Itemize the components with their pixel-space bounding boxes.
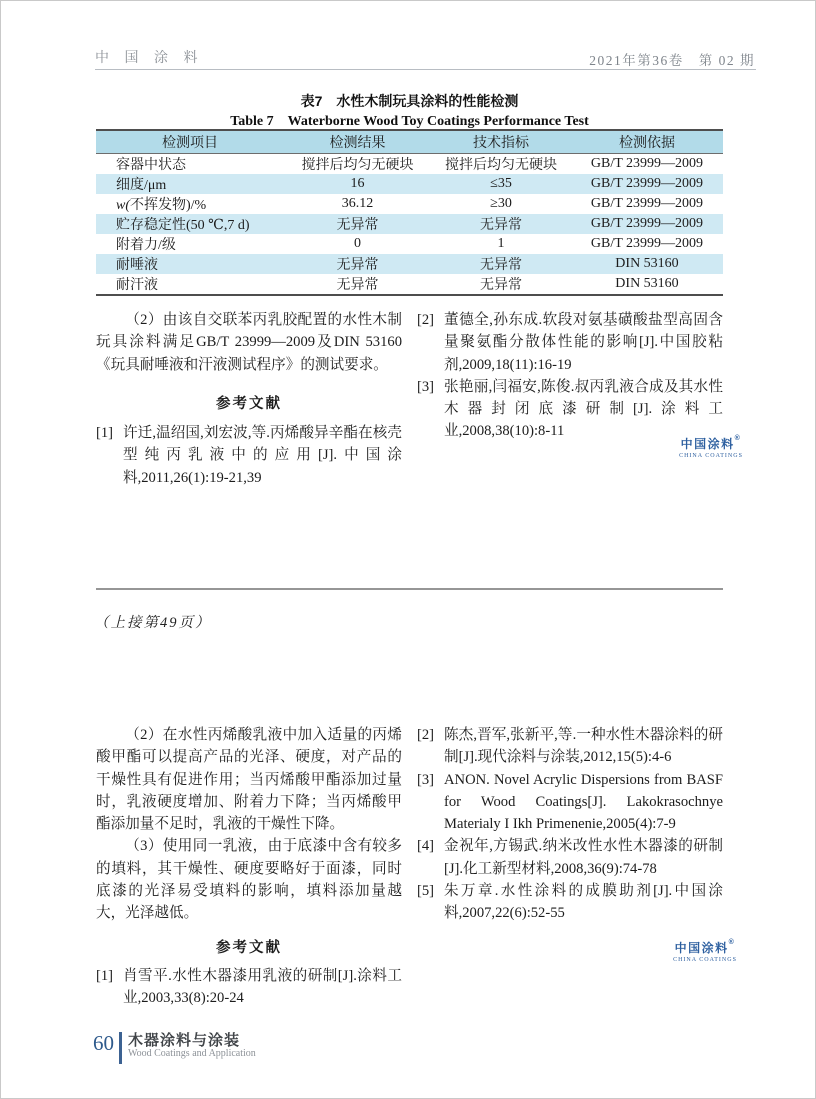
table-cell: 细度/μm — [116, 178, 167, 193]
table-header-cell: 技术指标 — [473, 136, 529, 151]
section2-right-column — [417, 724, 723, 925]
table-title-zh: 表7 水性木制玩具涂料的性能检测 — [300, 93, 519, 109]
references-heading: 参考文献 — [216, 395, 282, 412]
table-cell: 搅拌后均匀无硬块 — [445, 158, 557, 173]
table-row — [96, 254, 723, 274]
reference-item — [417, 376, 723, 443]
table-cell: GB/T 23999—2009 — [590, 196, 704, 211]
reference-label: [4] — [417, 838, 435, 855]
table-cell: 贮存稳定性(50 ℃,7 d) — [116, 218, 250, 233]
reference-text: 许迁,温绍国,刘宏波,等.丙烯酸异辛酯在核壳型纯丙乳液中的应用[J].中国涂料,2011,26(1):19-21,39 — [123, 425, 402, 486]
reference-item — [96, 422, 402, 489]
table-cell: GB/T 23999—2009 — [590, 216, 704, 231]
table-body — [96, 154, 723, 294]
table-cell: 无异常 — [480, 258, 522, 273]
logo-text-en: CHINA COATINGS — [673, 957, 737, 963]
china-coatings-logo — [673, 435, 749, 459]
registered-mark-icon: ® — [734, 435, 742, 442]
table-row — [96, 234, 723, 254]
body-paragraph: （2）在水性丙烯酸乳液中加入适量的丙烯酸甲酯可以提高产品的光泽、硬度，对产品的干燥性具有促进作用；当丙烯酸甲酯添加过量时，乳液硬度增加、附着力下降；当丙烯酸甲酯添加量不足时，乳液的干燥性下降。 — [96, 727, 402, 833]
reference-label: [3] — [417, 378, 435, 395]
table-row — [96, 274, 723, 294]
reference-item — [417, 769, 723, 836]
table-cell: 1 — [497, 236, 505, 251]
reference-label: [2] — [417, 312, 435, 328]
section1-left-column — [96, 309, 402, 489]
table-cell: 耐汗液 — [116, 278, 158, 293]
table-cell: 无异常 — [336, 218, 379, 233]
table-row — [96, 154, 723, 174]
logo-text-en: CHINA COATINGS — [679, 453, 743, 459]
table-row — [96, 174, 723, 194]
table-cell: 附着力/级 — [116, 238, 176, 253]
table-header-cell: 检测项目 — [162, 136, 218, 151]
reference-item — [417, 835, 723, 880]
body-paragraph: （3）使用同一乳液，由于底漆中含有较多的填料，其干燥性、硬度要略好于面漆，同时底漆的光泽易受填料的影响，填料添加量越大，光泽越低。 — [96, 838, 402, 922]
table-cell: 无异常 — [480, 278, 522, 293]
table-cell: 耐唾液 — [116, 258, 158, 273]
table-cell: GB/T 23999—2009 — [590, 236, 704, 251]
reference-text: 董德全,孙东成.软段对氨基磺酸盐型高固含量聚氨酯分散体性能的影响[J].中国胶粘剂,2009,18(11):16-19 — [444, 312, 723, 373]
table-cell: 无异常 — [336, 278, 379, 293]
table-cell: 16 — [350, 176, 365, 191]
body-paragraph: （2）由该自交联苯丙乳胶配置的水性木制玩具涂料满足GB/T 23999—2009及DIN 53160《玩具耐唾液和汗液测试程序》的测试要求。 — [96, 312, 402, 373]
reference-item — [96, 965, 402, 1010]
reference-text: 张艳丽,闫福安,陈俊.叔丙乳液合成及其水性木器封闭底漆研制[J].涂料工业,2008,38(10):8-11 — [444, 378, 723, 440]
table-cell: GB/T 23999—2009 — [590, 156, 704, 171]
footer-divider-bar — [119, 1032, 122, 1064]
logo-text-zh: 中国涂料 — [680, 437, 735, 451]
table-cell: 36.12 — [341, 196, 374, 211]
performance-table — [96, 129, 723, 296]
section1-right-column — [417, 309, 723, 443]
table-row — [96, 194, 723, 214]
reference-label: [3] — [417, 771, 435, 788]
references-heading: 参考文献 — [216, 939, 282, 956]
running-head-rule — [95, 69, 756, 70]
running-head-journal: 中 国 涂 料 — [95, 51, 204, 66]
article-divider-rule — [96, 588, 723, 590]
table-row — [96, 214, 723, 234]
table-header-row — [96, 131, 723, 154]
table-cell: 无异常 — [336, 258, 379, 273]
running-head-issue: 2021年第36卷 第 02 期 — [589, 53, 755, 68]
table-cell: 容器中状态 — [116, 158, 186, 173]
table-header-cell: 检测依据 — [619, 136, 675, 151]
table-cell: 0 — [354, 236, 361, 251]
footer-section-title-en: Wood Coatings and Application — [128, 1048, 256, 1059]
continuation-note: （上接第49页） — [94, 615, 212, 631]
reference-label: [2] — [417, 727, 435, 743]
table-cell: ≤35 — [490, 176, 512, 191]
reference-item — [417, 724, 723, 769]
logo-text-zh: 中国涂料 — [674, 941, 729, 955]
reference-text: 金祝年,方锡武.纳米改性水性木器漆的研制[J].化工新型材料,2008,36(9):74-78 — [444, 838, 723, 877]
table-header-cell: 检测结果 — [329, 136, 386, 151]
section2-left-column — [96, 724, 402, 1010]
registered-mark-icon: ® — [728, 939, 736, 946]
reference-item — [417, 880, 723, 925]
reference-text: 肖雪平.水性木器漆用乳液的研制[J].涂料工业,2003,33(8):20-24 — [123, 967, 402, 1007]
reference-text: ANON. Novel Acrylic Dispersions from BASF for Wood Coatings[J]. Lakokrasochnye Materialy I Ikh Primenenie,2005(4):7-9 — [444, 771, 723, 833]
china-coatings-logo — [667, 939, 743, 963]
table-cell: ≥30 — [490, 196, 512, 211]
reference-label: [1] — [96, 425, 114, 442]
reference-text: 朱万章.水性涂料的成膜助剂[J].中国涂料,2007,22(6):52-55 — [444, 883, 723, 922]
reference-text: 陈杰,晋军,张新平,等.一种水性木器涂料的研制[J].现代涂料与涂装,2012,15(5):4-6 — [444, 727, 723, 766]
footer-section-title-zh: 木器涂料与涂装 — [128, 1032, 241, 1049]
table-cell: w(不挥发物)/% — [116, 198, 207, 213]
table-cell: DIN 53160 — [615, 276, 679, 291]
table-cell: 搅拌后均匀无硬块 — [301, 158, 414, 173]
page-number: 60 — [93, 1031, 114, 1055]
table-cell: DIN 53160 — [615, 256, 679, 271]
reference-item — [417, 309, 723, 376]
reference-label: [1] — [96, 967, 114, 984]
table-cell: GB/T 23999—2009 — [590, 176, 704, 191]
reference-label: [5] — [417, 883, 435, 900]
table-cell: 无异常 — [480, 218, 522, 233]
table-title-en: Table 7 Waterborne Wood Toy Coatings Performance Test — [230, 114, 589, 129]
